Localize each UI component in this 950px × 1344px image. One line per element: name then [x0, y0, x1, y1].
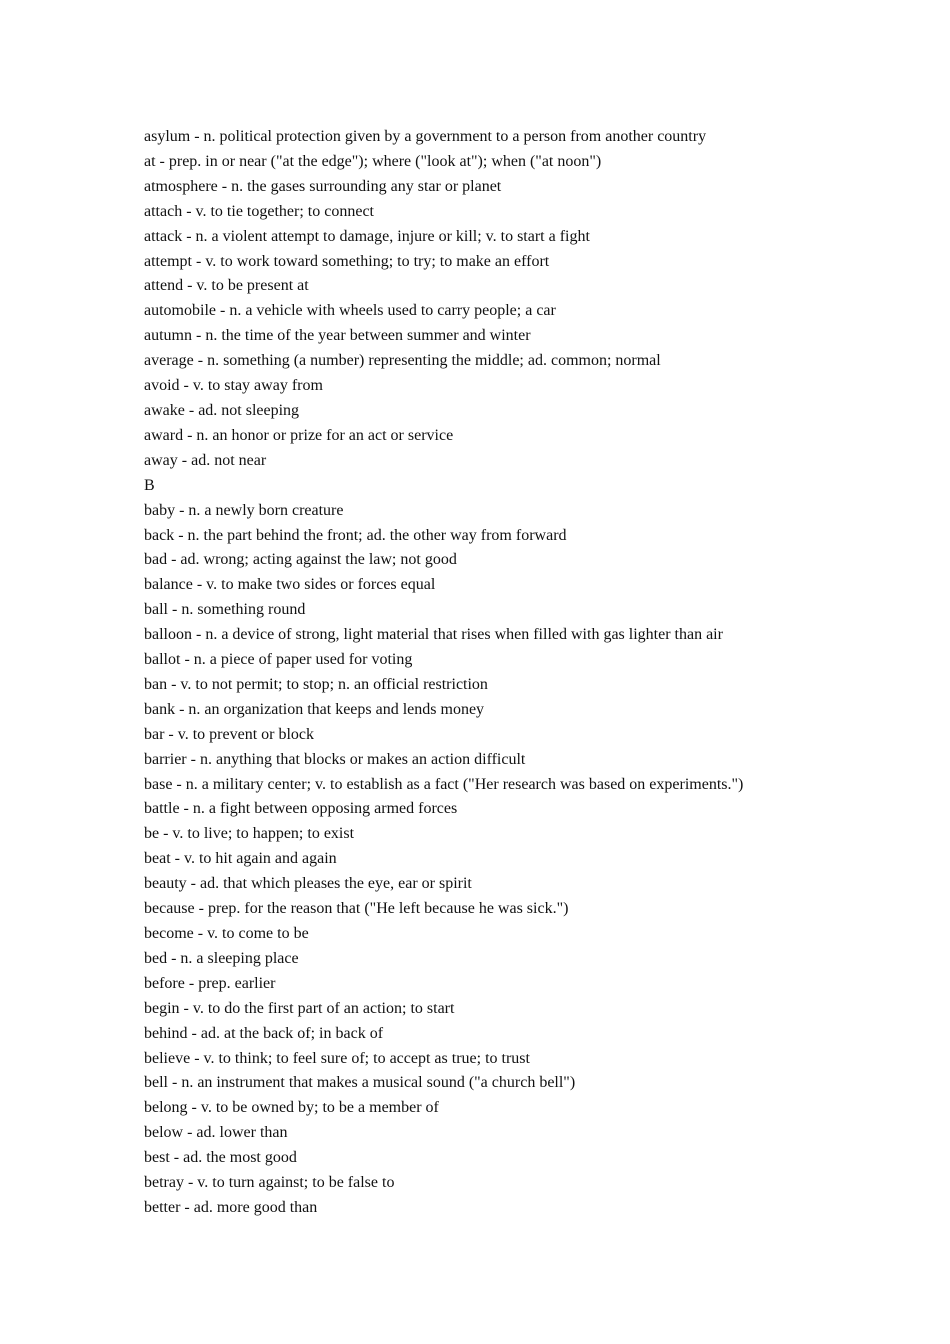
glossary-entry: away - ad. not near: [144, 451, 267, 469]
glossary-entry: bed - n. a sleeping place: [144, 949, 299, 967]
glossary-entry: balance - v. to make two sides or forces equal: [144, 576, 436, 594]
glossary-entry: behind - ad. at the back of; in back of: [144, 1024, 384, 1042]
glossary-entry: beauty - ad. that which pleases the eye, ear or spirit: [144, 875, 472, 893]
glossary-entry: be - v. to live; to happen; to exist: [144, 825, 355, 843]
glossary-entry: balloon - n. a device of strong, light material that rises when filled with gas lighter than air: [144, 626, 723, 644]
glossary-entry: belong - v. to be owned by; to be a member of: [144, 1099, 439, 1117]
glossary-entry: bar - v. to prevent or block: [144, 725, 315, 743]
glossary-entry: autumn - n. the time of the year between summer and winter: [144, 327, 531, 345]
section-letter-heading: B: [144, 476, 155, 494]
glossary-entry: back - n. the part behind the front; ad. the other way from forward: [144, 526, 567, 544]
glossary-entry: because - prep. for the reason that ("He left because he was sick."): [144, 900, 569, 918]
glossary-entry: become - v. to come to be: [144, 925, 309, 942]
glossary-entry: ball - n. something round: [144, 601, 306, 619]
glossary-entry: asylum - n. political protection given by a government to a person from another country: [144, 128, 707, 145]
glossary-entry: bad - ad. wrong; acting against the law; not good: [144, 551, 457, 569]
glossary-entry: attack - n. a violent attempt to damage, injure or kill; v. to start a fight: [144, 227, 590, 245]
glossary-entry: awake - ad. not sleeping: [144, 401, 300, 419]
glossary-list: [144, 125, 904, 1221]
glossary-entry: attach - v. to tie together; to connect: [144, 202, 374, 220]
glossary-entry: ban - v. to not permit; to stop; n. an official restriction: [144, 675, 488, 693]
glossary-entry: baby - n. a newly born creature: [144, 501, 344, 519]
glossary-entry: bell - n. an instrument that makes a musical sound ("a church bell"): [144, 1074, 576, 1092]
glossary-entry: award - n. an honor or prize for an act or service: [144, 426, 454, 444]
glossary-entry: battle - n. a fight between opposing armed forces: [144, 800, 458, 818]
glossary-entry: avoid - v. to stay away from: [144, 377, 323, 395]
glossary-entry: attempt - v. to work toward something; to try; to make an effort: [144, 252, 550, 270]
glossary-entry: barrier - n. anything that blocks or makes an action difficult: [144, 750, 526, 768]
glossary-entry: better - ad. more good than: [144, 1198, 318, 1216]
glossary-entry: below - ad. lower than: [144, 1124, 288, 1142]
glossary-entry: attend - v. to be present at: [144, 277, 309, 295]
glossary-entry: believe - v. to think; to feel sure of; to accept as true; to trust: [144, 1049, 530, 1067]
glossary-entry: bank - n. an organization that keeps and lends money: [144, 700, 485, 718]
glossary-entry: average - n. something (a number) representing the middle; ad. common; normal: [144, 352, 661, 370]
glossary-entry: begin - v. to do the first part of an action; to start: [144, 999, 455, 1017]
glossary-entry: before - prep. earlier: [144, 974, 276, 992]
glossary-entry: automobile - n. a vehicle with wheels used to carry people; a car: [144, 302, 556, 320]
glossary-entry: best - ad. the most good: [144, 1149, 297, 1167]
glossary-entry: at - prep. in or near ("at the edge"); where ("look at"); when ("at noon"): [144, 152, 602, 170]
glossary-entry: ballot - n. a piece of paper used for voting: [144, 651, 413, 669]
glossary-entry: betray - v. to turn against; to be false to: [144, 1174, 395, 1192]
glossary-entry: beat - v. to hit again and again: [144, 850, 337, 868]
glossary-entry: base - n. a military center; v. to establish as a fact ("Her research was based on experiments."): [144, 775, 744, 793]
glossary-entry: atmosphere - n. the gases surrounding any star or planet: [144, 177, 502, 195]
